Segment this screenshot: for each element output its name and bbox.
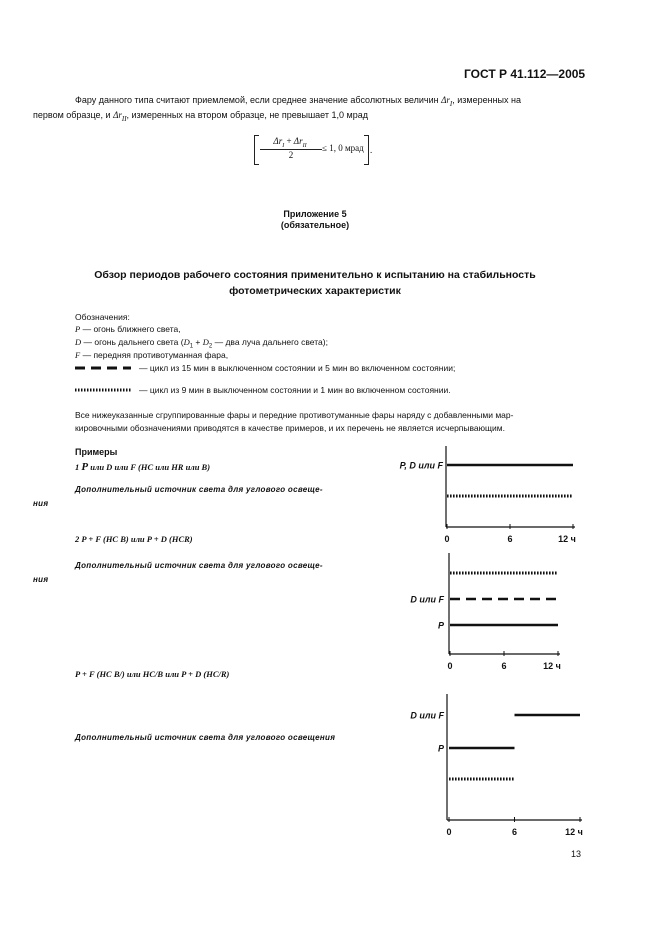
example-2-desc-2: ния	[33, 575, 49, 584]
timeline-chart-3	[383, 692, 588, 842]
example-1-rest: или D или F (HC или HR или B)	[90, 462, 211, 472]
note-line-1: Все нижеуказанные сгруппированные фары и передние противотуманные фары наряду с добавленными мар-	[75, 410, 514, 420]
example-3-desc: Дополнительный источник света для углового освещения	[75, 733, 336, 742]
intro-text: первом образце, и	[33, 110, 111, 120]
delta-r-symbol: Δr	[441, 95, 450, 105]
legend-dash-sample	[75, 365, 135, 371]
intro-line-2	[33, 108, 593, 127]
formula-rhs: ≤ 1, 0 мрад	[322, 143, 364, 153]
legend-text: — два луча дальнего света);	[212, 337, 328, 347]
formula-numerator	[260, 136, 320, 149]
intro-text: Фару данного типа считают приемлемой, если среднее значение абсолютных величин	[75, 95, 439, 105]
examples-heading: Примеры	[75, 447, 118, 457]
example-1-p: P	[81, 461, 89, 473]
legend-symbol: P	[75, 324, 81, 334]
legend-text: — огонь дальнего света (	[83, 337, 184, 347]
example-1-desc-1: Дополнительный источник света для углового освеще-	[75, 485, 323, 494]
example-1-num: 1	[75, 462, 80, 472]
formula-denominator: 2	[288, 150, 294, 160]
series-label: P, D или F	[399, 460, 443, 471]
formula-num2: Δr	[293, 136, 303, 146]
legend-sub1: 1	[189, 343, 194, 350]
legend-heading: Обозначения:	[75, 312, 130, 322]
page-number: 13	[571, 849, 582, 859]
formula-sub1: I	[282, 142, 285, 149]
legend-text: — огонь ближнего света,	[82, 324, 181, 334]
legend-dash-text: — цикл из 15 мин в выключенном состоянии и 5 мин во включенном состоянии;	[139, 363, 456, 373]
legend-d2: D	[202, 337, 209, 347]
x-tick-label: 12 ч	[565, 827, 583, 837]
subscript: II	[121, 114, 127, 123]
legend-dot-sample	[75, 387, 135, 393]
legend-symbol: D	[75, 337, 82, 347]
annex-title: Приложение 5	[283, 209, 347, 219]
legend-symbol: F	[75, 350, 81, 360]
x-tick-label: 12 ч	[543, 661, 561, 671]
document-header: ГОСТ Р 41.112—2005	[464, 67, 586, 81]
note-line-2: кировочными обозначениями приводятся в качестве примеров, и их перечень не является исчерпывающим.	[75, 423, 505, 433]
x-tick-label: 12 ч	[558, 534, 576, 544]
subscript: I	[449, 99, 453, 108]
x-tick-label: 0	[444, 534, 450, 544]
series-label: D или F	[410, 594, 444, 605]
example-1-title	[75, 461, 210, 473]
section-title-line-1: Обзор периодов рабочего состояния применительно к испытанию на стабильность	[94, 269, 536, 281]
timeline-chart-2	[383, 551, 583, 674]
x-tick-label: 6	[507, 534, 513, 544]
formula-num1: Δr	[273, 136, 283, 146]
x-tick-label: 0	[447, 661, 453, 671]
annex-status: (обязательное)	[280, 220, 350, 230]
example-3-title: P + F (HC B/) или HC/B или P + D (HC/R)	[75, 669, 230, 679]
intro-text: , измеренных на втором образце, не превышает 1,0 мрад	[126, 110, 368, 120]
legend-sub2: 2	[208, 343, 213, 350]
series-label: P	[437, 620, 444, 631]
legend-d1: D	[183, 337, 190, 347]
delta-r-symbol: Δr	[113, 110, 122, 120]
timeline-chart-1	[383, 444, 583, 548]
bracket-left	[254, 135, 259, 165]
series-label: D или F	[410, 710, 444, 721]
intro-text: , измеренных на	[452, 95, 521, 105]
x-tick-label: 6	[501, 661, 507, 671]
legend-plus: +	[193, 337, 203, 347]
series-label: P	[437, 743, 444, 754]
formula-tail: .	[370, 145, 373, 155]
example-2-desc-1: Дополнительный источник света для углового освеще-	[75, 561, 323, 570]
example-2-title: 2 P + F (HC B) или P + D (HCR)	[75, 534, 193, 544]
section-title-line-2: фотометрических характеристик	[229, 285, 401, 297]
x-tick-label: 0	[446, 827, 452, 837]
example-1-desc-2: ния	[33, 499, 49, 508]
formula	[254, 135, 374, 165]
legend-dot-text: — цикл из 9 мин в выключенном состоянии и 1 мин во включенном состоянии.	[139, 385, 451, 395]
formula-sub2: II	[302, 142, 307, 149]
legend-text: — передняя противотуманная фара,	[82, 350, 229, 360]
bracket-right	[364, 135, 369, 165]
formula-plus: +	[286, 136, 292, 146]
x-tick-label: 6	[511, 827, 518, 837]
